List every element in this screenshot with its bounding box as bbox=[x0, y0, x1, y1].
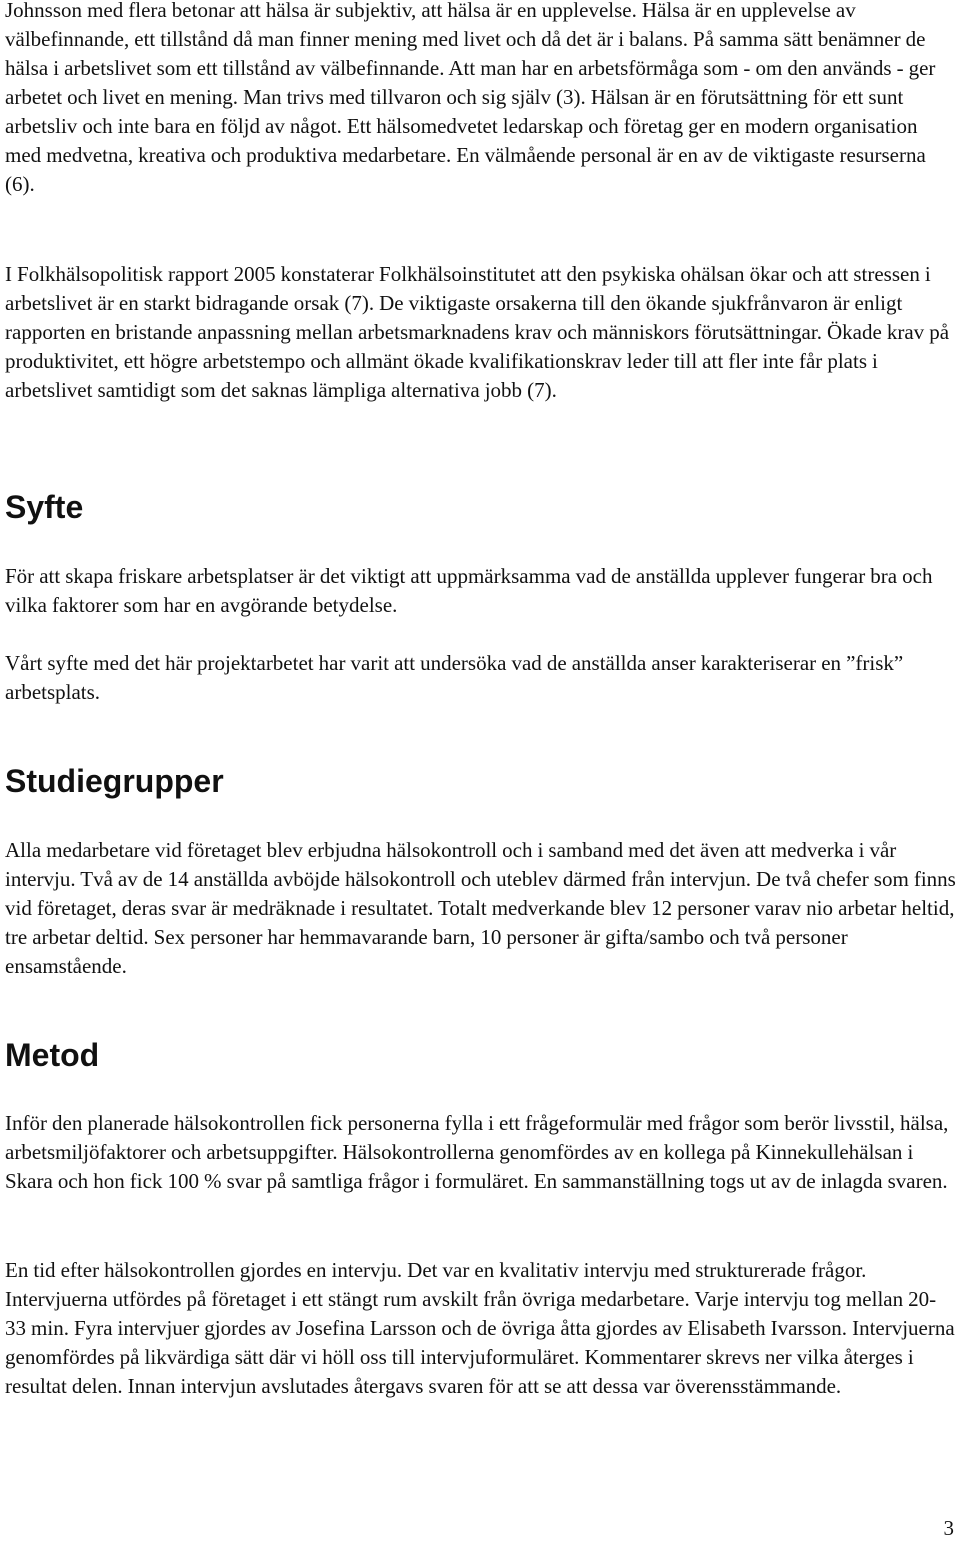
section-heading-syfte: Syfte bbox=[5, 489, 84, 525]
metod-paragraph-1: Inför den planerade hälsokontrollen fick personerna fylla i ett frågeformulär med frågor som berör livsstil, hälsa, arbetsmiljöfaktorer och arbetsuppgifter. Hälsokontrollerna genomfördes av en kollega på Kinnekullehälsan i Skara och hon fick 100 % svar på samtliga frågor i formuläret. En sammanställning togs ut av de inlagda svaren. bbox=[5, 1111, 949, 1193]
section-heading-metod: Metod bbox=[5, 1037, 100, 1073]
intro-paragraph-1: Johnsson med flera betonar att hälsa är subjektiv, att hälsa är en upplevelse. Hälsa är en upplevelse av välbefinnande, ett tillstånd då man finner mening med livet och då det är i balans. På samma sätt benämner de hälsa i arbetslivet som ett tillstånd av välbefinnande. Att man har en arbetsförmåga som - om den används - ger arbetet och livet en mening. Man trivs med tillvaron och sig själv (3). Hälsan är en förutsättning för ett sunt arbetsliv och inte bara en följd av något. Ett hälsomedvetet ledarskap och företag ger en modern organisation med medvetna, kreativa och produktiva medarbetare. En välmående personal är en av de viktigaste resurserna (6). bbox=[5, 0, 936, 196]
studiegrupper-paragraph-1: Alla medarbetare vid företaget blev erbjudna hälsokontroll och i samband med det även att medverka i vår intervju. Två av de 14 anställda avböjde hälsokontroll och uteblev därmed från intervjun. De två chefer som finns vid företaget, deras svar är medräknade i resultatet. Totalt medverkande blev 12 personer varav nio arbetar heltid, tre arbetar deltid. Sex personer har hemmavarande barn, 10 personer är gifta/sambo och två personer ensamstående. bbox=[5, 838, 956, 978]
intro-paragraph-2: I Folkhälsopolitisk rapport 2005 konstaterar Folkhälsoinstitutet att den psykiska ohälsan ökar och att stressen i arbetslivet är en starkt bidragande orsak (7). De viktigaste orsakerna till den ökande sjukfrånvaron är enligt rapporten en bristande anpassning mellan arbetsmarknadens krav och människors förutsättningar. Ökade krav på produktivitet, ett högre arbetstempo och allmänt ökade kvalifikationskrav leder till att fler inte får plats i arbetslivet samtidigt som det saknas lämpliga alternativa jobb (7). bbox=[5, 262, 950, 402]
metod-paragraph-2: En tid efter hälsokontrollen gjordes en intervju. Det var en kvalitativ intervju med strukturerade frågor. Intervjuerna utfördes på företaget i ett stängt rum avskilt från övriga medarbetare. Varje intervju tog mellan 20-33 min. Fyra intervjuer gjordes av Josefina Larsson och de övriga åtta gjordes av Elisabeth Ivarsson. Intervjuerna genomfördes på likvärdiga sätt där vi höll oss till intervjuformuläret. Kommentarer skrevs ner vilka återges i resultat delen. Innan intervjun avslutades återgavs svaren för att se att dessa var överensstämmande. bbox=[5, 1258, 955, 1398]
syfte-paragraph-2: Vårt syfte med det här projektarbetet har varit att undersöka vad de anställda anser karakteriserar en ”frisk” arbetsplats. bbox=[5, 651, 904, 704]
syfte-paragraph-1: För att skapa friskare arbetsplatser är det viktigt att uppmärksamma vad de anställda upplever fungerar bra och vilka faktorer som har en avgörande betydelse. bbox=[5, 564, 933, 617]
section-heading-studiegrupper: Studiegrupper bbox=[5, 763, 224, 799]
page-number: 3 bbox=[943, 1516, 954, 1540]
